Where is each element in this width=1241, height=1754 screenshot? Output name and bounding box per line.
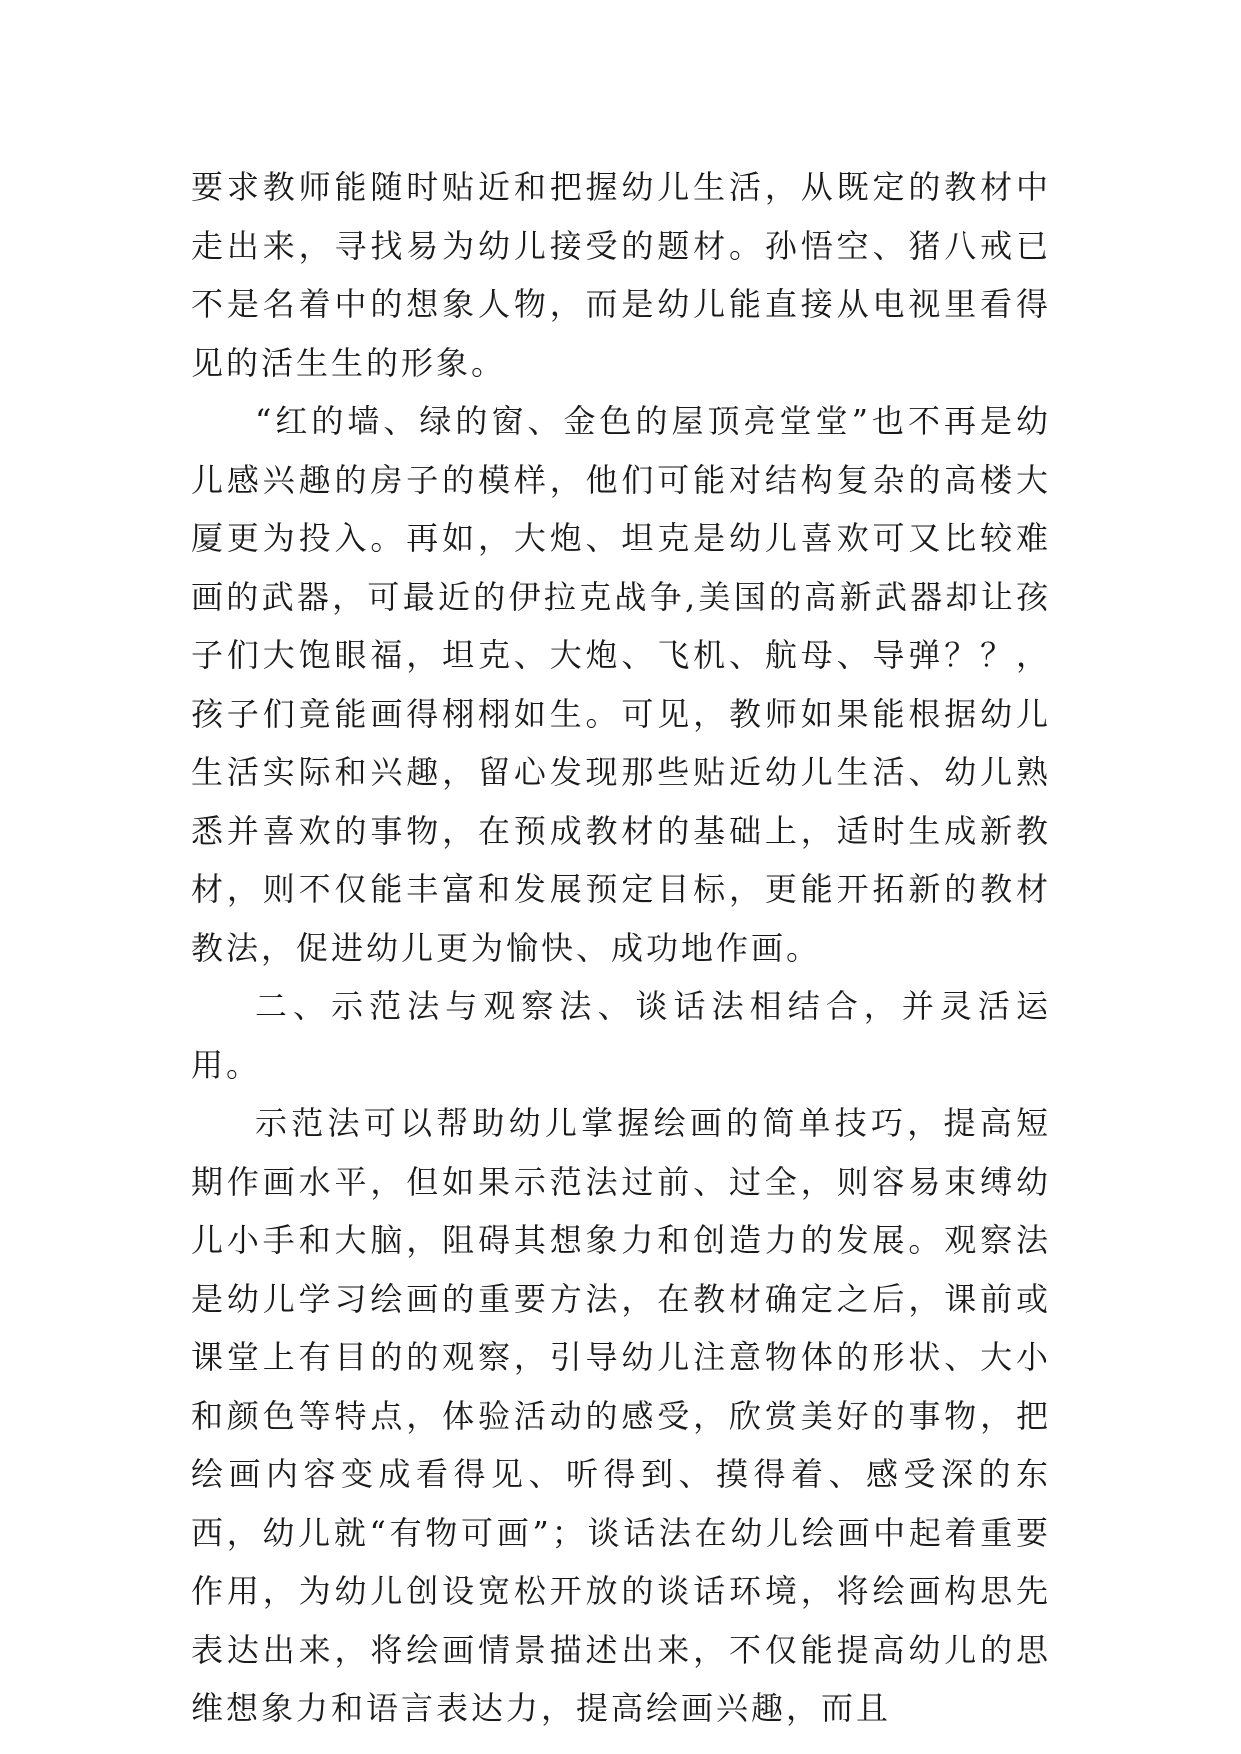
body-text — [191, 158, 1051, 1738]
paragraph-2: “红的墙、绿的窗、金色的屋顶亮堂堂”也不再是幼儿感兴趣的房子的模样，他们可能对结构复杂的高楼大厦更为投入。再如，大炮、坦克是幼儿喜欢可又比较难画的武器，可最近的伊拉克战争,美国的高新武器却让孩子们大饱眼福，坦克、大炮、飞机、航母、导弹？？，孩子们竟能画得栩栩如生。可见，教师如果能根据幼儿生活实际和兴趣，留心发现那些贴近幼儿生活、幼儿熟悉并喜欢的事物，在预成教材的基础上，适时生成新教材，则不仅能丰富和发展预定目标，更能开拓新的教材教法，促进幼儿更为愉快、成功地作画。 — [191, 402, 1051, 967]
paragraph-1: 要求教师能随时贴近和把握幼儿生活，从既定的教材中走出来，寻找易为幼儿接受的题材。孙悟空、猪八戒已不是名着中的想象人物，而是幼儿能直接从电视里看得见的活生生的形象。 — [191, 168, 1051, 382]
section-heading-2: 二、示范法与观察法、谈话法相结合，并灵活运用。 — [191, 987, 1051, 1084]
paragraph-3: 示范法可以帮助幼儿掌握绘画的简单技巧，提高短期作画水平，但如果示范法过前、过全，则容易束缚幼儿小手和大脑，阻碍其想象力和创造力的发展。观察法是幼儿学习绘画的重要方法，在教材确定之后，课前或课堂上有目的的观察，引导幼儿注意物体的形状、大小和颜色等特点，体验活动的感受，欣赏美好的事物，把绘画内容变成看得见、听得到、摸得着、感受深的东西，幼儿就“有物可画”；谈话法在幼儿绘画中起着重要作用，为幼儿创设宽松开放的谈话环境，将绘画构思先表达出来，将绘画情景描述出来，不仅能提高幼儿的思维想象力和语言表达力，提高绘画兴趣，而且 — [191, 1104, 1051, 1727]
